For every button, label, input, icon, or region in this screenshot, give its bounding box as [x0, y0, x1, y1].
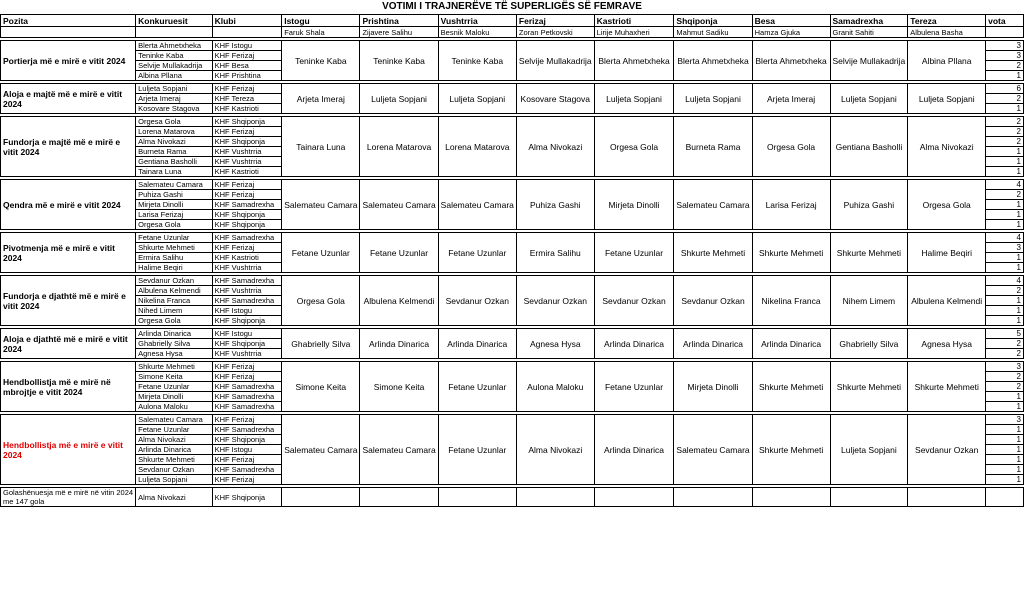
- candidate-name: Sevdanur Ozkan: [136, 465, 212, 475]
- candidate-name: Shkurte Mehmeti: [136, 243, 212, 253]
- candidate-name: Gentiana Basholli: [136, 157, 212, 167]
- club-vote: Shkurte Mehmeti: [752, 362, 830, 412]
- table-row: [1, 415, 1024, 425]
- position-label: Portierja më e mirë e vitit 2024: [1, 41, 136, 81]
- position-label: Golashënuesja më e mirë në vitin 2024 me 147 gola: [1, 488, 136, 507]
- candidate-name: Nikelina Franca: [136, 296, 212, 306]
- club-vote: Fetane Uzunlar: [438, 415, 516, 485]
- club-vote: [752, 488, 830, 507]
- header-coach-name: Zoran Petkovski: [516, 27, 594, 38]
- vote-count: 1: [986, 200, 1024, 210]
- position-label: Qendra më e mirë e vitit 2024: [1, 180, 136, 230]
- candidate-club: KHF Shqiponja: [212, 220, 282, 230]
- vote-count: 2: [986, 349, 1024, 359]
- candidate-club: KHF Ferizaj: [212, 190, 282, 200]
- candidate-club: KHF Shqiponja: [212, 316, 282, 326]
- header-club-name: Shqiponja: [674, 15, 752, 27]
- header-coach-name: Granit Sahiti: [830, 27, 908, 38]
- vote-count: 4: [986, 180, 1024, 190]
- candidate-name: Mirjeta Dinolli: [136, 392, 212, 402]
- club-vote: Teninke Kaba: [438, 41, 516, 81]
- candidate-club: KHF Samadrexha: [212, 233, 282, 243]
- vote-count: 1: [986, 445, 1024, 455]
- candidate-club: KHF Shqiponja: [212, 137, 282, 147]
- club-vote: [282, 488, 360, 507]
- candidate-club: KHF Ferizaj: [212, 180, 282, 190]
- header-coach-name: Lirije Muhaxheri: [594, 27, 674, 38]
- club-vote: Arlinda Dinarica: [438, 329, 516, 359]
- club-vote: Salemateu Camara: [674, 180, 752, 230]
- header-club-name: Istogu: [282, 15, 360, 27]
- candidate-club: KHF Istogu: [212, 329, 282, 339]
- club-vote: Shkurte Mehmeti: [752, 233, 830, 273]
- candidate-club: KHF Ferizaj: [212, 372, 282, 382]
- header-club-name: Samadrexha: [830, 15, 908, 27]
- candidate-name: Aulona Maloku: [136, 402, 212, 412]
- club-vote: Arjeta Imeraj: [752, 84, 830, 114]
- club-vote: Teninke Kaba: [360, 41, 438, 81]
- club-vote: Orgesa Gola: [908, 180, 986, 230]
- header-blank: [986, 27, 1024, 38]
- candidate-name: Ermira Salihu: [136, 253, 212, 263]
- candidate-club: KHF Ferizaj: [212, 51, 282, 61]
- club-vote: [830, 488, 908, 507]
- vote-count: 2: [986, 61, 1024, 71]
- club-vote: Luljeta Sopjani: [360, 84, 438, 114]
- candidate-club: KHF Shqiponja: [212, 435, 282, 445]
- header-pozita: Pozita: [1, 15, 136, 27]
- vote-count: 1: [986, 167, 1024, 177]
- table-row: [1, 180, 1024, 190]
- candidate-name: Fetane Uzunlar: [136, 382, 212, 392]
- candidate-name: Larisa Ferizaj: [136, 210, 212, 220]
- vote-count: 6: [986, 84, 1024, 94]
- candidate-name: Agnesa Hysa: [136, 349, 212, 359]
- candidate-club: KHF Vushtrria: [212, 263, 282, 273]
- table-row: [1, 233, 1024, 243]
- vote-count: 4: [986, 233, 1024, 243]
- vote-count: 1: [986, 306, 1024, 316]
- club-vote: Shkurte Mehmeti: [752, 415, 830, 485]
- vote-count: 1: [986, 435, 1024, 445]
- club-vote: Salemateu Camara: [438, 180, 516, 230]
- vote-count: 2: [986, 382, 1024, 392]
- candidate-club: KHF Kastrioti: [212, 253, 282, 263]
- club-vote: Orgesa Gola: [594, 117, 674, 177]
- candidate-club: KHF Ferizaj: [212, 362, 282, 372]
- position-label: Fundorja e djathtë më e mirë e vitit 2024: [1, 276, 136, 326]
- candidate-name: Fetane Uzunlar: [136, 425, 212, 435]
- candidate-club: KHF Vushtrria: [212, 349, 282, 359]
- club-vote: Sevdanur Ozkan: [516, 276, 594, 326]
- candidate-name: Luljeta Sopjani: [136, 84, 212, 94]
- club-vote: Ermira Salihu: [516, 233, 594, 273]
- candidate-name: Burneta Rama: [136, 147, 212, 157]
- club-vote: Fetane Uzunlar: [438, 362, 516, 412]
- club-vote: Simone Keita: [282, 362, 360, 412]
- candidate-club: KHF Ferizaj: [212, 455, 282, 465]
- candidate-name: Nihed Limem: [136, 306, 212, 316]
- club-vote: Luljeta Sopjani: [830, 84, 908, 114]
- candidate-club: KHF Samadrexha: [212, 392, 282, 402]
- vote-count: 1: [986, 253, 1024, 263]
- vote-count: 1: [986, 147, 1024, 157]
- club-vote: Salemateu Camara: [282, 415, 360, 485]
- header-club-name: Ferizaj: [516, 15, 594, 27]
- club-vote: Sevdanur Ozkan: [594, 276, 674, 326]
- club-vote: Agnesa Hysa: [908, 329, 986, 359]
- candidate-name: Shkurte Mehmeti: [136, 455, 212, 465]
- header-club-name: Kastrioti: [594, 15, 674, 27]
- club-vote: Salemateu Camara: [360, 180, 438, 230]
- club-vote: Burneta Rama: [674, 117, 752, 177]
- candidate-name: Alma Nivokazi: [136, 435, 212, 445]
- candidate-club: KHF Kastrioti: [212, 104, 282, 114]
- candidate-club: KHF Samadrexha: [212, 200, 282, 210]
- club-vote: Shkurte Mehmeti: [830, 362, 908, 412]
- vote-count: 2: [986, 339, 1024, 349]
- candidate-club: KHF Ferizaj: [212, 243, 282, 253]
- vote-count: 2: [986, 190, 1024, 200]
- candidate-name: Orgesa Gola: [136, 316, 212, 326]
- vote-count: 1: [986, 210, 1024, 220]
- club-vote: Puhiza Gashi: [516, 180, 594, 230]
- candidate-name: Selvije Mullakadrija: [136, 61, 212, 71]
- club-vote: Salemateu Camara: [674, 415, 752, 485]
- candidate-name: Halime Beqiri: [136, 263, 212, 273]
- candidate-club: KHF Ferizaj: [212, 127, 282, 137]
- club-vote: Sevdanur Ozkan: [674, 276, 752, 326]
- vote-count: 1: [986, 392, 1024, 402]
- club-vote: Nihem Limem: [830, 276, 908, 326]
- header-coach-name: Hamza Gjuka: [752, 27, 830, 38]
- header-club-name: Besa: [752, 15, 830, 27]
- candidate-club: KHF Ferizaj: [212, 475, 282, 485]
- header-blank: [212, 27, 282, 38]
- candidate-name: Arjeta Imeraj: [136, 94, 212, 104]
- vote-count: 2: [986, 127, 1024, 137]
- club-vote: Fetane Uzunlar: [282, 233, 360, 273]
- club-vote: Alma Nivokazi: [908, 117, 986, 177]
- club-vote: Fetane Uzunlar: [360, 233, 438, 273]
- candidate-club: KHF Shqiponja: [212, 488, 282, 507]
- club-vote: Blerta Ahmetxheka: [674, 41, 752, 81]
- club-vote: Arlinda Dinarica: [674, 329, 752, 359]
- club-vote: Arlinda Dinarica: [752, 329, 830, 359]
- candidate-name: Albina Pllana: [136, 71, 212, 81]
- club-vote: Shkurte Mehmeti: [830, 233, 908, 273]
- club-vote: Shkurte Mehmeti: [908, 362, 986, 412]
- header-club-name: Vushtrria: [438, 15, 516, 27]
- candidate-club: KHF Samadrexha: [212, 296, 282, 306]
- voting-table: [0, 14, 1024, 507]
- candidate-name: Orgesa Gola: [136, 117, 212, 127]
- candidate-name: Albulena Kelmendi: [136, 286, 212, 296]
- club-vote: Mirjeta Dinolli: [674, 362, 752, 412]
- club-vote: [360, 488, 438, 507]
- club-vote: Alma Nivokazi: [516, 415, 594, 485]
- vote-count: 2: [986, 286, 1024, 296]
- club-vote: Lorena Matarova: [360, 117, 438, 177]
- club-vote: Alma Nivokazi: [516, 117, 594, 177]
- position-label: Aloja e djathtë më e mirë e vitit 2024: [1, 329, 136, 359]
- header-coach-name: Besnik Maloku: [438, 27, 516, 38]
- header-vota: vota: [986, 15, 1024, 27]
- vote-count: 1: [986, 475, 1024, 485]
- club-vote: Luljeta Sopjani: [594, 84, 674, 114]
- candidate-name: Blerta Ahmetxheka: [136, 41, 212, 51]
- vote-count: 1: [986, 104, 1024, 114]
- position-label: Hendbollistja më e mirë në mbrojtje e vitit 2024: [1, 362, 136, 412]
- club-vote: [908, 488, 986, 507]
- club-vote: Fetane Uzunlar: [594, 233, 674, 273]
- club-vote: Aulona Maloku: [516, 362, 594, 412]
- sheet-title: VOTIMI I TRAJNERËVE TË SUPERLIGËS SË FEMRAVE: [382, 1, 642, 12]
- candidate-club: KHF Samadrexha: [212, 402, 282, 412]
- club-vote: Salemateu Camara: [360, 415, 438, 485]
- candidate-name: Salemateu Camara: [136, 180, 212, 190]
- candidate-club: KHF Istogu: [212, 41, 282, 51]
- vote-count: 2: [986, 117, 1024, 127]
- candidate-club: KHF Vushtrria: [212, 147, 282, 157]
- club-vote: Agnesa Hysa: [516, 329, 594, 359]
- club-vote: Blerta Ahmetxheka: [594, 41, 674, 81]
- header-coach-name: Mahmut Sadiku: [674, 27, 752, 38]
- club-vote: Orgesa Gola: [752, 117, 830, 177]
- table-row: [1, 276, 1024, 286]
- candidate-name: Simone Keita: [136, 372, 212, 382]
- table-row: [1, 329, 1024, 339]
- club-vote: Orgesa Gola: [282, 276, 360, 326]
- club-vote: [438, 488, 516, 507]
- candidate-name: Luljeta Sopjani: [136, 475, 212, 485]
- club-vote: Arlinda Dinarica: [360, 329, 438, 359]
- candidate-club: KHF Istogu: [212, 445, 282, 455]
- header-konkuruesit: Konkuruesit: [136, 15, 212, 27]
- vote-count: 3: [986, 243, 1024, 253]
- club-vote: Tainara Luna: [282, 117, 360, 177]
- candidate-club: KHF Shqiponja: [212, 210, 282, 220]
- vote-count: 4: [986, 276, 1024, 286]
- header-coach-name: Albulena Basha: [908, 27, 986, 38]
- club-vote: Mirjeta Dinolli: [594, 180, 674, 230]
- candidate-club: KHF Ferizaj: [212, 84, 282, 94]
- club-vote: Arlinda Dinarica: [594, 415, 674, 485]
- candidate-club: KHF Vushtrria: [212, 286, 282, 296]
- candidate-name: Alma Nivokazi: [136, 488, 212, 507]
- vote-count: [986, 488, 1024, 507]
- vote-count: 1: [986, 220, 1024, 230]
- candidate-club: KHF Samadrexha: [212, 276, 282, 286]
- header-coach-name: Zijavere Salihu: [360, 27, 438, 38]
- candidate-club: KHF Vushtrria: [212, 157, 282, 167]
- club-vote: Halime Beqiri: [908, 233, 986, 273]
- table-row: [1, 84, 1024, 94]
- club-vote: Ghabrielly Silva: [282, 329, 360, 359]
- club-vote: Sevdanur Ozkan: [438, 276, 516, 326]
- candidate-club: KHF Ferizaj: [212, 415, 282, 425]
- vote-count: 2: [986, 372, 1024, 382]
- candidate-name: Ghabrielly Silva: [136, 339, 212, 349]
- position-label: Hendbollistja më e mirë e vitit 2024: [1, 415, 136, 485]
- candidate-name: Salemateu Camara: [136, 415, 212, 425]
- vote-count: 1: [986, 71, 1024, 81]
- club-vote: [674, 488, 752, 507]
- candidate-club: KHF Besa: [212, 61, 282, 71]
- club-vote: Sevdanur Ozkan: [908, 415, 986, 485]
- club-vote: [594, 488, 674, 507]
- vote-count: 1: [986, 465, 1024, 475]
- vote-count: 1: [986, 157, 1024, 167]
- vote-count: 5: [986, 329, 1024, 339]
- table-row: [1, 41, 1024, 51]
- club-vote: Shkurte Mehmeti: [674, 233, 752, 273]
- vote-count: 3: [986, 415, 1024, 425]
- candidate-name: Puhiza Gashi: [136, 190, 212, 200]
- candidate-club: KHF Tereza: [212, 94, 282, 104]
- club-vote: Luljeta Sopjani: [908, 84, 986, 114]
- vote-count: 3: [986, 41, 1024, 51]
- club-vote: Albulena Kelmendi: [908, 276, 986, 326]
- candidate-club: KHF Kastrioti: [212, 167, 282, 177]
- vote-count: 1: [986, 263, 1024, 273]
- table-row: [1, 117, 1024, 127]
- club-vote: Luljeta Sopjani: [674, 84, 752, 114]
- table-row: [1, 362, 1024, 372]
- candidate-name: Teninke Kaba: [136, 51, 212, 61]
- candidate-name: Sevdanur Ozkan: [136, 276, 212, 286]
- club-vote: Arlinda Dinarica: [594, 329, 674, 359]
- header-klubi: Klubi: [212, 15, 282, 27]
- candidate-name: Lorena Matarova: [136, 127, 212, 137]
- header-blank: [1, 27, 136, 38]
- position-label: Aloja e majtë më e mirë e vitit 2024: [1, 84, 136, 114]
- club-vote: Blerta Ahmetxheka: [752, 41, 830, 81]
- candidate-club: KHF Samadrexha: [212, 425, 282, 435]
- candidate-name: Kosovare Stagova: [136, 104, 212, 114]
- vote-count: 2: [986, 94, 1024, 104]
- position-label: Fundorja e majtë më e mirë e vitit 2024: [1, 117, 136, 177]
- club-vote: Luljeta Sopjani: [438, 84, 516, 114]
- header-blank: [136, 27, 212, 38]
- club-vote: Gentiana Basholli: [830, 117, 908, 177]
- vote-count: 1: [986, 402, 1024, 412]
- club-vote: Larisa Ferizaj: [752, 180, 830, 230]
- club-vote: Kosovare Stagova: [516, 84, 594, 114]
- candidate-club: KHF Prishtina: [212, 71, 282, 81]
- club-vote: Arjeta Imeraj: [282, 84, 360, 114]
- candidate-name: Arlinda Dinarica: [136, 445, 212, 455]
- club-vote: Fetane Uzunlar: [594, 362, 674, 412]
- candidate-name: Fetane Uzunlar: [136, 233, 212, 243]
- club-vote: Nikelina Franca: [752, 276, 830, 326]
- candidate-club: KHF Samadrexha: [212, 382, 282, 392]
- candidate-club: KHF Samadrexha: [212, 465, 282, 475]
- club-vote: Teninke Kaba: [282, 41, 360, 81]
- club-vote: Salemateu Camara: [282, 180, 360, 230]
- club-vote: Simone Keita: [360, 362, 438, 412]
- club-vote: Albina Pllana: [908, 41, 986, 81]
- candidate-club: KHF Istogu: [212, 306, 282, 316]
- club-vote: Selvije Mullakadrija: [830, 41, 908, 81]
- header-club-name: Tereza: [908, 15, 986, 27]
- club-vote: [516, 488, 594, 507]
- candidate-club: KHF Shqiponja: [212, 339, 282, 349]
- club-vote: Fetane Uzunlar: [438, 233, 516, 273]
- vote-count: 3: [986, 362, 1024, 372]
- vote-count: 1: [986, 455, 1024, 465]
- club-vote: Selvije Mullakadrija: [516, 41, 594, 81]
- table-row: [1, 488, 1024, 507]
- candidate-name: Tainara Luna: [136, 167, 212, 177]
- candidate-club: KHF Shqiponja: [212, 117, 282, 127]
- club-vote: Albulena Kelmendi: [360, 276, 438, 326]
- club-vote: Lorena Matarova: [438, 117, 516, 177]
- header-club-name: Prishtina: [360, 15, 438, 27]
- position-label: Pivotmenja më e mirë e vitit 2024: [1, 233, 136, 273]
- vote-count: 1: [986, 425, 1024, 435]
- club-vote: Luljeta Sopjani: [830, 415, 908, 485]
- candidate-name: Shkurte Mehmeti: [136, 362, 212, 372]
- candidate-name: Alma Nivokazi: [136, 137, 212, 147]
- club-vote: Ghabrielly Silva: [830, 329, 908, 359]
- candidate-name: Mirjeta Dinolli: [136, 200, 212, 210]
- vote-count: 3: [986, 51, 1024, 61]
- vote-count: 2: [986, 137, 1024, 147]
- header-coach-name: Faruk Shala: [282, 27, 360, 38]
- vote-count: 1: [986, 316, 1024, 326]
- candidate-name: Arlinda Dinarica: [136, 329, 212, 339]
- candidate-name: Orgesa Gola: [136, 220, 212, 230]
- club-vote: Puhiza Gashi: [830, 180, 908, 230]
- vote-count: 1: [986, 296, 1024, 306]
